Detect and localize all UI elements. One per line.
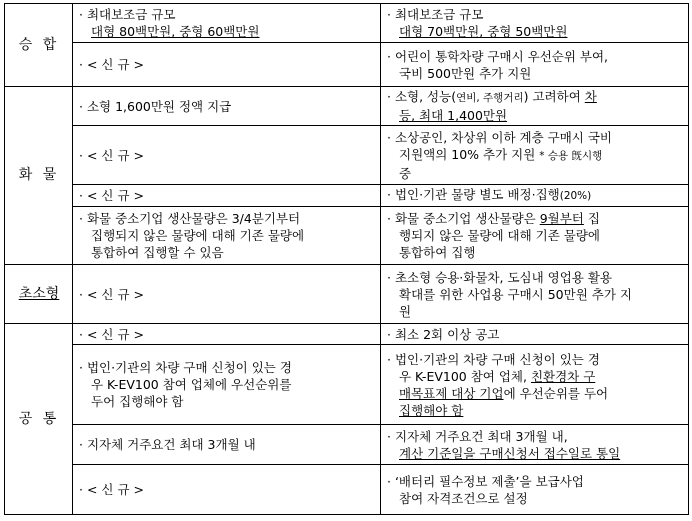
- old-text: 우 K-EV100 참여 업체에 우선순위를: [91, 377, 292, 392]
- new-text: 지원액의 10% 추가 지원 * 승용 旣시행: [399, 146, 603, 162]
- new-text: · 소상공인, 차상위 이하 계층 구매시 국비: [387, 129, 612, 145]
- new-cell: [381, 43, 689, 87]
- old-cell: · < 신 규 >: [73, 185, 381, 207]
- old-text: 대형 80백만원, 중형 60백만원: [91, 24, 260, 39]
- table-row: [5, 345, 689, 425]
- new-text: · 소형, 성능(연비, 주행거리) 고려하여 차: [387, 89, 597, 104]
- table-row: [5, 425, 689, 465]
- old-text: 두어 집행해야 함: [91, 394, 184, 409]
- old-text: 통합하여 집행할 수 있음: [91, 245, 224, 260]
- new-text: · 법인·기관의 차량 구매 신청이 있는 경: [387, 351, 600, 367]
- new-text: · 초소형 승용·화물차, 도심내 영업용 활용: [387, 269, 612, 285]
- table-row: [5, 126, 689, 185]
- old-cell: · < 신 규 >: [73, 265, 381, 324]
- new-cell: [381, 265, 689, 324]
- new-text: 확대를 위한 사업용 구매시 50만원 추가 지: [399, 286, 632, 302]
- old-cell: · < 신 규 >: [73, 324, 381, 345]
- policy-comparison-table: [4, 3, 689, 515]
- new-cell: · 법인·기관 물량 별도 배정·집행(20%): [381, 185, 689, 207]
- new-text: · 어린이 통학차량 구매시 우선순위 부여,: [387, 48, 609, 64]
- old-cell: · 소형 1,600만원 정액 지급: [73, 87, 381, 126]
- new-text: 매목표제 대상 기업에 우선순위를 두어: [399, 385, 609, 401]
- category-micro: 초소형: [5, 265, 73, 324]
- table-row: [5, 465, 689, 515]
- new-cell: [381, 207, 689, 265]
- old-cell: · < 신 규 >: [73, 126, 381, 185]
- new-cell: [381, 4, 689, 43]
- new-text: 대형 70백만원, 중형 50백만원: [399, 24, 568, 39]
- category-common: 공 통: [5, 324, 73, 515]
- table-row: [5, 4, 689, 43]
- new-text: 등, 최대 1,400만원: [399, 108, 508, 123]
- new-text: · 최대보조금 규모: [387, 7, 484, 22]
- old-text: · 최대보조금 규모: [79, 7, 176, 22]
- new-text: · 지자체 거주요건 최대 3개월 내,: [387, 428, 568, 444]
- new-cell: [381, 465, 689, 515]
- new-text: 원: [399, 303, 412, 319]
- table-row: [5, 185, 689, 207]
- new-text: 집행해야 함: [399, 402, 464, 418]
- new-cell: [381, 87, 689, 126]
- new-text: 국비 500만원 추가 지원: [399, 65, 532, 81]
- new-text: 통합하여 집행: [399, 245, 476, 260]
- new-cell: [381, 425, 689, 465]
- old-text: · 화물 중소기업 생산물량은 3/4분기부터: [79, 211, 301, 226]
- category-passenger: 승 합: [5, 4, 73, 87]
- new-cell: · 최소 2회 이상 공고: [381, 324, 689, 345]
- table-row: [5, 324, 689, 345]
- new-text: · ‘배터리 필수정보 제출’을 보급사업: [387, 473, 584, 489]
- table-row: [5, 207, 689, 265]
- old-cell: · 지자체 거주요건 최대 3개월 내: [73, 425, 381, 465]
- category-truck: 화 물: [5, 87, 73, 265]
- new-text: 우 K-EV100 참여 업체, 친환경차 구: [399, 368, 596, 384]
- table-row: [5, 43, 689, 87]
- old-cell: [73, 4, 381, 43]
- new-text: 행되지 않은 물량에 대해 기존 물량에: [399, 228, 600, 243]
- old-cell: · < 신 규 >: [73, 465, 381, 515]
- new-cell: [381, 126, 689, 185]
- new-text: 중: [399, 165, 412, 181]
- table-row: [5, 265, 689, 324]
- old-cell: · < 신 규 >: [73, 43, 381, 87]
- new-text: · 화물 중소기업 생산물량은 9월부터 집: [387, 211, 600, 226]
- new-text: 계산 기준일을 구매신청서 접수일로 통일: [399, 445, 621, 461]
- old-cell: [73, 345, 381, 425]
- old-text: 집행되지 않은 물량에 대해 기존 물량에: [91, 228, 305, 243]
- new-text: 참여 자격조건으로 설정: [399, 490, 528, 506]
- new-cell: [381, 345, 689, 425]
- old-text: · 법인·기관의 차량 구매 신청이 있는 경: [79, 360, 292, 375]
- old-cell: [73, 207, 381, 265]
- table-row: [5, 87, 689, 126]
